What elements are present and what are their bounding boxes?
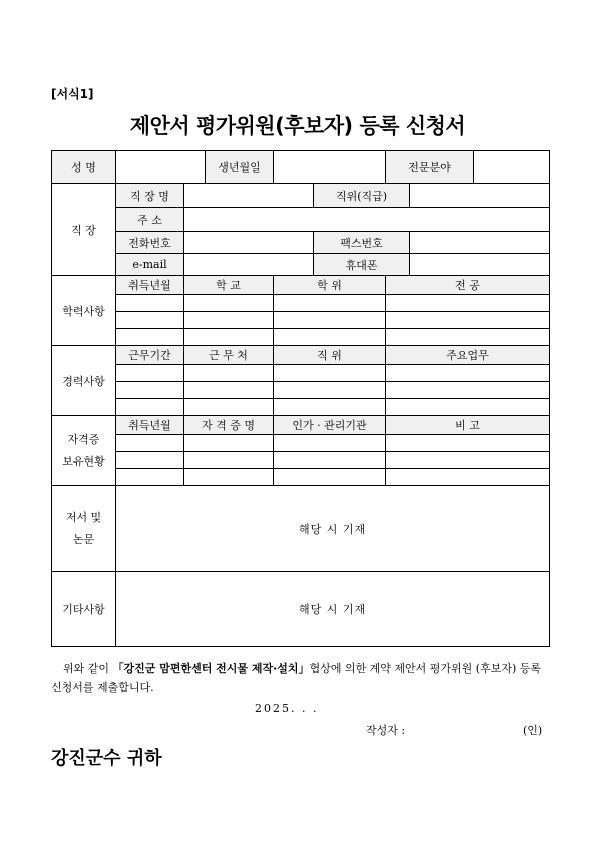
education-cell[interactable]	[274, 312, 386, 329]
career-cell[interactable]	[386, 365, 550, 382]
phone-label: 전화번호	[116, 232, 184, 254]
career-row	[52, 365, 550, 382]
education-cell[interactable]	[274, 329, 386, 346]
form-number-label: [서식1]	[51, 87, 94, 101]
publications-label-line2: 논문	[72, 532, 95, 546]
email-label: e-mail	[116, 254, 184, 276]
address-field[interactable]	[184, 208, 550, 232]
certificate-cell[interactable]	[274, 435, 386, 452]
certificate-cell[interactable]	[116, 452, 184, 469]
certificate-header: 취득년월	[116, 416, 184, 435]
name-label: 성 명	[52, 151, 116, 184]
education-cell[interactable]	[184, 295, 274, 312]
career-cell[interactable]	[184, 382, 274, 399]
career-cell[interactable]	[274, 382, 386, 399]
seal-label: (인)	[523, 724, 543, 737]
education-cell[interactable]	[386, 295, 550, 312]
others-row	[52, 572, 550, 647]
education-cell[interactable]	[274, 295, 386, 312]
position-label: 직위(직급)	[314, 184, 410, 208]
education-row	[52, 295, 550, 312]
personal-info-row	[52, 151, 550, 184]
career-cell[interactable]	[116, 399, 184, 416]
workplace-row	[52, 184, 550, 208]
career-header-row	[52, 346, 550, 365]
workplace-row	[52, 254, 550, 276]
career-row	[52, 382, 550, 399]
addressee: 강진군수 귀하	[51, 748, 162, 769]
career-cell[interactable]	[184, 365, 274, 382]
publications-field[interactable]: 해당 시 기재	[116, 486, 550, 572]
workplace-row	[52, 232, 550, 254]
statement-suffix: 협상에 의한 계약 제안서 평가위원 (후보자) 등록 신청서를 제출합니다.	[51, 662, 542, 694]
career-cell[interactable]	[386, 382, 550, 399]
certificate-row	[52, 452, 550, 469]
application-form-table	[51, 150, 550, 647]
certificate-cell[interactable]	[116, 435, 184, 452]
statement-prefix: 위와 같이	[63, 662, 113, 675]
education-header-row	[52, 276, 550, 295]
certificate-section-label	[52, 416, 116, 486]
education-cell[interactable]	[116, 312, 184, 329]
birthdate-field[interactable]	[274, 151, 386, 184]
career-cell[interactable]	[184, 399, 274, 416]
mobile-field[interactable]	[410, 254, 550, 276]
specialty-label: 전문분야	[386, 151, 474, 184]
certificate-cell[interactable]	[116, 469, 184, 486]
application-date: 2025. . .	[255, 702, 319, 715]
fax-field[interactable]	[410, 232, 550, 254]
education-cell[interactable]	[386, 312, 550, 329]
certificate-cell[interactable]	[386, 452, 550, 469]
education-row	[52, 329, 550, 346]
career-cell[interactable]	[274, 365, 386, 382]
education-row	[52, 312, 550, 329]
certificate-header: 비 고	[386, 416, 550, 435]
career-header: 직 위	[274, 346, 386, 365]
workplace-row	[52, 208, 550, 232]
certificate-cell[interactable]	[274, 469, 386, 486]
education-cell[interactable]	[116, 295, 184, 312]
education-header: 학 위	[274, 276, 386, 295]
phone-field[interactable]	[184, 232, 314, 254]
career-header: 주요업무	[386, 346, 550, 365]
publications-label-line1: 저서 및	[65, 510, 102, 524]
company-field[interactable]	[184, 184, 314, 208]
education-header: 전 공	[386, 276, 550, 295]
others-label: 기타사항	[52, 572, 116, 647]
certificate-row	[52, 435, 550, 452]
document-title: 제안서 평가위원(후보자) 등록 신청서	[129, 114, 466, 138]
certificate-section-label-line2: 보유현황	[62, 454, 105, 468]
education-cell[interactable]	[184, 329, 274, 346]
education-cell[interactable]	[116, 329, 184, 346]
career-cell[interactable]	[386, 399, 550, 416]
certificate-row	[52, 469, 550, 486]
certificate-header-row	[52, 416, 550, 435]
company-label: 직 장 명	[116, 184, 184, 208]
education-cell[interactable]	[386, 329, 550, 346]
name-field[interactable]	[116, 151, 206, 184]
declaration-statement	[51, 659, 549, 697]
project-name: 「강진군 맘편한센터 전시물 제작·설치」	[112, 662, 310, 675]
career-cell[interactable]	[116, 365, 184, 382]
certificate-header: 자 격 증 명	[184, 416, 274, 435]
certificate-cell[interactable]	[184, 452, 274, 469]
certificate-header: 인가 · 관리기관	[274, 416, 386, 435]
publications-label	[52, 486, 116, 572]
career-header: 근 무 처	[184, 346, 274, 365]
author-label: 작성자 :	[366, 724, 406, 737]
certificate-cell[interactable]	[386, 435, 550, 452]
certificate-cell[interactable]	[386, 469, 550, 486]
certificate-section-label-line1: 자격증	[67, 432, 100, 446]
others-field[interactable]: 해당 시 기재	[116, 572, 550, 647]
mobile-label: 휴대폰	[314, 254, 410, 276]
workplace-section-label: 직 장	[52, 184, 116, 276]
address-label: 주 소	[116, 208, 184, 232]
specialty-field[interactable]	[474, 151, 550, 184]
education-header: 취득년월	[116, 276, 184, 295]
career-cell[interactable]	[116, 382, 184, 399]
career-header: 근무기간	[116, 346, 184, 365]
email-field[interactable]	[184, 254, 314, 276]
education-cell[interactable]	[184, 312, 274, 329]
birthdate-label: 생년월일	[206, 151, 274, 184]
certificate-cell[interactable]	[184, 435, 274, 452]
position-field[interactable]	[410, 184, 550, 208]
education-header: 학 교	[184, 276, 274, 295]
certificate-cell[interactable]	[184, 469, 274, 486]
certificate-cell[interactable]	[274, 452, 386, 469]
career-row	[52, 399, 550, 416]
career-cell[interactable]	[274, 399, 386, 416]
career-section-label: 경력사항	[52, 346, 116, 416]
publications-row	[52, 486, 550, 572]
fax-label: 팩스번호	[314, 232, 410, 254]
education-section-label: 학력사항	[52, 276, 116, 346]
